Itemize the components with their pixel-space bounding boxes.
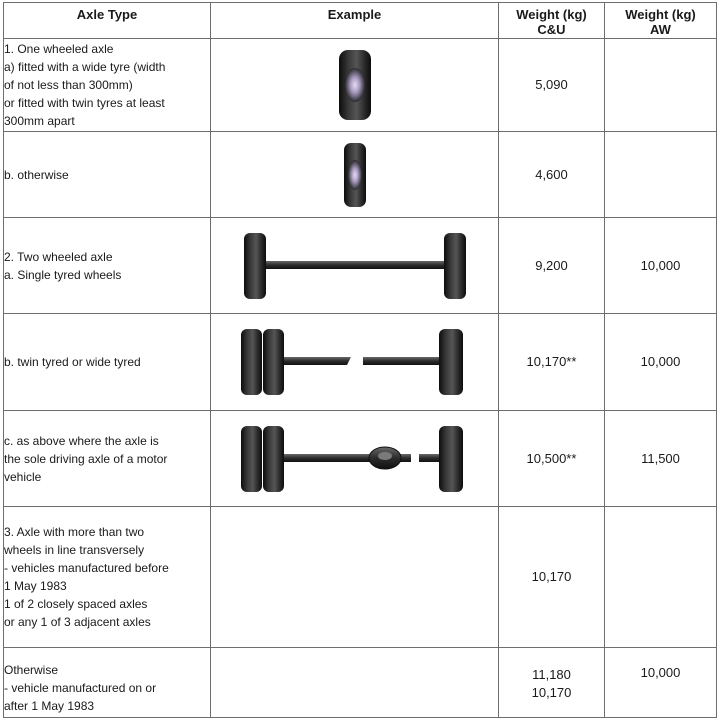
- table-row: [4, 648, 717, 718]
- weight-aw-cell: [605, 132, 717, 218]
- axle-type-cell: [4, 39, 211, 132]
- example-cell: [211, 411, 499, 507]
- example-cell: [211, 314, 499, 411]
- axle-type-cell: [4, 648, 211, 718]
- axle-type-line: of not less than 300mm): [4, 78, 133, 92]
- axle-type-line: a) fitted with a wide tyre (width: [4, 60, 166, 74]
- axle-type-line: or fitted with twin tyres at least: [4, 96, 165, 110]
- weight-aw-cell: [605, 314, 717, 411]
- header-weight-aw-line: AW: [650, 22, 671, 37]
- wide-single-tyre-icon: [335, 48, 375, 122]
- weight-cu-value: 10,170**: [526, 354, 577, 369]
- axle-type-line: 2. Two wheeled axle: [4, 249, 113, 264]
- weight-cu-value: 11,180: [532, 667, 571, 682]
- weight-cu-cell: [499, 411, 605, 507]
- header-weight-cu-line: Weight (kg): [516, 7, 587, 22]
- axle-type-cell: [4, 132, 211, 218]
- axle-type-cell: [4, 314, 211, 411]
- axle-type-line: after 1 May 1983: [4, 699, 95, 713]
- table-row: [4, 39, 717, 132]
- axle-type-line: or any 1 of 3 adjacent axles: [4, 615, 151, 629]
- axle-type-line: c. as above where the axle is: [4, 433, 159, 448]
- axle-type-line: 1 of 2 closely spaced axles: [4, 597, 148, 611]
- header-example: Example: [211, 3, 499, 39]
- example-cell: [211, 648, 499, 718]
- weight-aw-value: 11,500: [641, 450, 680, 466]
- axle-type-cell: [4, 218, 211, 314]
- weight-cu-cell: [499, 314, 605, 411]
- weight-cu-value: 9,200: [535, 257, 568, 273]
- axle-type-line: 300mm apart: [4, 114, 75, 128]
- header-weight-aw-line: Weight (kg): [625, 7, 696, 22]
- weight-aw-value: 10,000: [640, 354, 681, 369]
- axle-weight-table: [3, 2, 717, 718]
- weight-aw-value: 10,000: [640, 665, 681, 680]
- narrow-single-tyre-icon: [340, 141, 370, 209]
- weight-cu-value: 5,090: [535, 77, 568, 92]
- axle-type-line: a. Single tyred wheels: [4, 267, 122, 282]
- example-cell: [211, 507, 499, 648]
- twin-tyred-axle-icon: [239, 327, 471, 397]
- axle-type-cell: [4, 507, 211, 648]
- example-cell: [211, 39, 499, 132]
- weight-aw-cell: [605, 39, 717, 132]
- header-axle-type: Axle Type: [4, 3, 211, 39]
- weight-cu-cell: [499, 507, 605, 648]
- header-row: [4, 3, 717, 39]
- header-weight-cu-line: C&U: [537, 22, 566, 37]
- weight-aw-cell: [605, 218, 717, 314]
- axle-type-line: b. otherwise: [4, 167, 69, 182]
- axle-type-line: the sole driving axle of a motor: [4, 451, 168, 466]
- weight-aw-cell: [605, 411, 717, 507]
- table-row: [4, 218, 717, 314]
- example-cell: [211, 132, 499, 218]
- driving-axle-icon: [239, 424, 471, 494]
- table-row: [4, 132, 717, 218]
- weight-cu-value: 10,500**: [526, 450, 577, 466]
- axle-type-line: b. twin tyred or wide tyred: [4, 355, 141, 369]
- weight-cu-value: 10,170: [531, 569, 572, 584]
- axle-type-cell: [4, 411, 211, 507]
- weight-aw-value: 10,000: [640, 257, 681, 273]
- axle-type-line: 1. One wheeled axle: [4, 42, 114, 56]
- axle-type-line: Otherwise: [4, 663, 59, 677]
- axle-type-line: - vehicles manufactured before: [4, 561, 169, 575]
- weight-cu-cell: [499, 132, 605, 218]
- header-weight-cu: [499, 3, 605, 39]
- table-row: [4, 411, 717, 507]
- axle-type-line: wheels in line transversely: [4, 543, 145, 557]
- axle-type-line: - vehicle manufactured on or: [4, 681, 157, 695]
- example-cell: [211, 218, 499, 314]
- axle-type-line: 1 May 1983: [4, 579, 67, 593]
- weight-aw-cell: [605, 507, 717, 648]
- weight-cu-cell: [499, 39, 605, 132]
- weight-cu-cell: [499, 218, 605, 314]
- weight-cu-value: 10,170: [531, 685, 572, 700]
- weight-aw-cell: [605, 648, 717, 718]
- axle-type-line: vehicle: [4, 469, 42, 484]
- single-tyred-axle-icon: [242, 231, 468, 301]
- axle-type-line: 3. Axle with more than two: [4, 525, 145, 539]
- weight-cu-cell: [499, 648, 605, 718]
- weight-cu-value: 4,600: [535, 166, 568, 182]
- header-weight-aw: [605, 3, 717, 39]
- table-row: [4, 507, 717, 648]
- table-row: [4, 314, 717, 411]
